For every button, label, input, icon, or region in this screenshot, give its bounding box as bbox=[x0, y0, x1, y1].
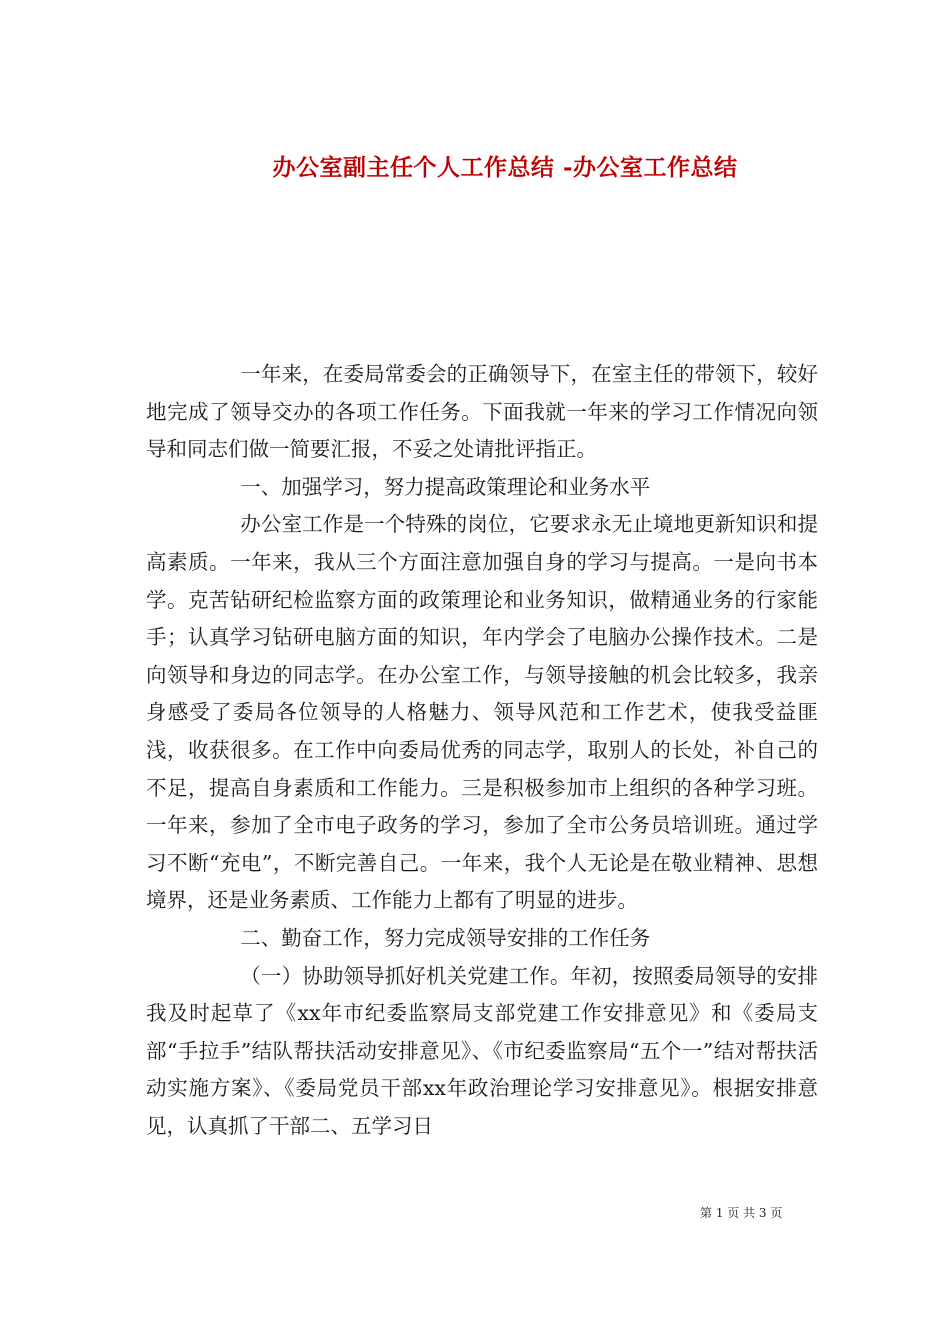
study-paragraph: 办公室工作是一个特殊的岗位，它要求永无止境地更新知识和提高素质。一年来，我从三个方面注意加强自身的学习与提高。一是向书本学。克苦钻研纪检监察方面的政策理论和业务知识，做精通业务的行家能手；认真学习钻研电脑方面的知识，年内学会了电脑办公操作技术。二是向领导和身边的同志学。在办公室工作，与领导接触的机会比较多，我亲身感受了委局各位领导的人格魅力、领导风范和工作艺术，使我受益匪浅，收获很多。在工作中向委局优秀的同志学，取别人的长处，补自己的不足，提高自身素质和工作能力。三是积极参加市上组织的各种学习班。一年来，参加了全市电子政务的学习，参加了全市公务员培训班。通过学习不断“充电”，不断完善自己。一年来，我个人无论是在敬业精神、思想境界，还是业务素质、工作能力上都有了明显的进步。 bbox=[146, 512, 818, 913]
document-body bbox=[146, 356, 818, 1145]
page-number: 第 1 页 共 3 页 bbox=[700, 1206, 783, 1220]
intro-paragraph: 一年来，在委局常委会的正确领导下，在室主任的带领下，较好地完成了领导交办的各项工作任务。下面我就一年来的学习工作情况向领导和同志们做一简要汇报，不妥之处请批评指正。 bbox=[146, 362, 818, 462]
page-title: 办公室副主任个人工作总结 -办公室工作总结 bbox=[272, 154, 738, 182]
section-heading-2: 二、勤奋工作，努力完成领导安排的工作任务 bbox=[240, 925, 651, 950]
party-work-paragraph: （一）协助领导抓好机关党建工作。年初，按照委局领导的安排我及时起草了《xx年市纪委监察局支部党建工作安排意见》和《委局支部“手拉手”结队帮扶活动安排意见》、《市纪委监察局“五个一”结对帮扶活动实施方案》、《委局党员干部xx年政治理论学习安排意见》。根据安排意见，认真抓了干部二、五学习日 bbox=[146, 963, 818, 1138]
section-heading-1: 一、加强学习，努力提高政策理论和业务水平 bbox=[240, 474, 651, 499]
